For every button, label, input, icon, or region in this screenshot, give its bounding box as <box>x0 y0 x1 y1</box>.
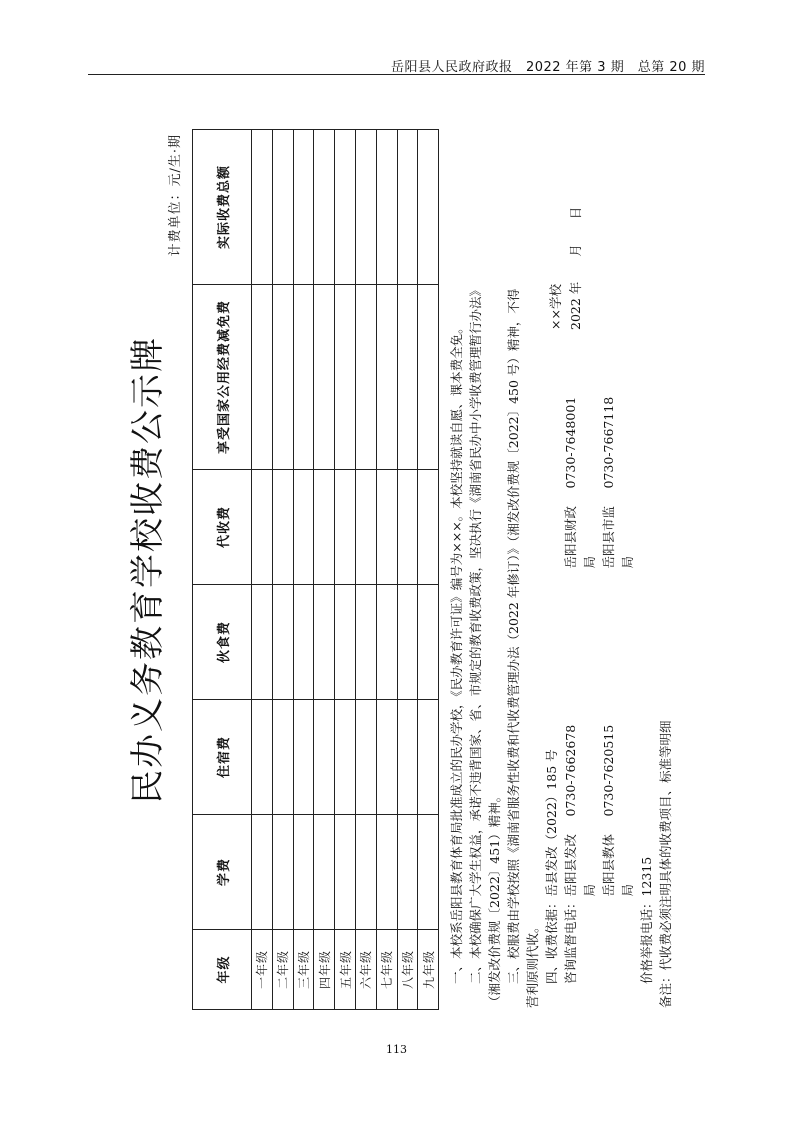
consult-org: 岳阳县市监局 <box>601 505 635 569</box>
col-header-grade: 年级 <box>193 930 252 1010</box>
col-header-boarding: 住宿费 <box>193 700 252 815</box>
grade-cell: 二年级 <box>272 930 293 1010</box>
note-2: 二、本校确保广大学生权益，承诺不违背国家、省、市规定的教育收费政策，坚决执行《湖南省民办中小学收费管理暂行办法》 <box>468 283 483 984</box>
notice-title: 民办义务教育学校收费公示牌 <box>128 336 168 804</box>
table-row <box>397 130 418 1010</box>
consult-label: 咨询监督电话： <box>563 896 578 984</box>
table-row <box>418 130 439 1010</box>
consult-org: 岳阳县教体局 <box>601 833 635 897</box>
table-row <box>355 130 376 1010</box>
consult-tel: 0730-7662678 <box>563 724 578 817</box>
note-3: 三、校服费由学校按照《湖南省服务性收费和代收费管理办法（2022 年修订）》（湘发改价费规〔2022〕450 号）精神，不得 <box>506 288 521 984</box>
consult-tel: 0730-7667118 <box>601 396 616 489</box>
note-3-continued: 营利原则代收。 <box>525 920 540 1008</box>
note-2-continued: （湘发改价费规〔2022〕451）精神。 <box>487 789 502 1008</box>
school-name: ××学校 <box>548 284 563 330</box>
header-rule <box>88 74 705 75</box>
page-number: 113 <box>386 1043 407 1056</box>
unit-label: 计费单位：元/生·期 <box>168 134 183 257</box>
col-header-public-funding-reduction: 享受国家公用经费减免费 <box>193 285 252 470</box>
grade-cell: 四年级 <box>314 930 335 1010</box>
table-row <box>252 130 273 1010</box>
table-row <box>376 130 397 1010</box>
fee-table-header-row <box>193 130 252 1010</box>
report-hotline: 价格举报电话：12315 <box>639 856 654 984</box>
consult-org: 岳阳县发改局 <box>563 833 597 897</box>
grade-cell: 七年级 <box>376 930 397 1010</box>
consult-tel: 0730-7648001 <box>563 396 578 489</box>
note-1: 一、本校系岳阳县教育体育局批准成立的民办学校，《民办教育许可证》编号为×××。本校坚持就读自愿、课本费全免。 <box>449 321 464 984</box>
col-header-meals: 伙食费 <box>193 585 252 700</box>
col-header-tuition: 学费 <box>193 815 252 930</box>
grade-cell: 八年级 <box>397 930 418 1010</box>
grade-cell: 六年级 <box>355 930 376 1010</box>
rotated-notice <box>116 130 706 1010</box>
table-row <box>272 130 293 1010</box>
journal-header: 岳阳县人民政府政报 2022 年第 3 期 总第 20 期 <box>390 60 705 75</box>
grade-cell: 九年级 <box>418 930 439 1010</box>
consult-org: 岳阳县财政局 <box>563 505 597 569</box>
consult-row <box>599 132 637 984</box>
col-header-agency-fee: 代收费 <box>193 470 252 585</box>
table-row <box>314 130 335 1010</box>
sign-date: 2022 年 月 日 <box>568 206 583 330</box>
grade-cell: 三年级 <box>293 930 314 1010</box>
table-row <box>293 130 314 1010</box>
grade-cell: 五年级 <box>335 930 356 1010</box>
table-row <box>335 130 356 1010</box>
grade-cell: 一年级 <box>252 930 273 1010</box>
note-4-basis: 四、收费依据：岳县发改（2022）185 号 <box>544 749 559 984</box>
fee-table <box>192 129 439 1010</box>
remark: 备注：代收费必须注明具体的收费项目、标准等明细 <box>658 720 673 1008</box>
consult-tel: 0730-7620515 <box>601 724 616 817</box>
signature-block <box>546 150 586 330</box>
col-header-actual-total: 实际收费总额 <box>193 130 252 285</box>
